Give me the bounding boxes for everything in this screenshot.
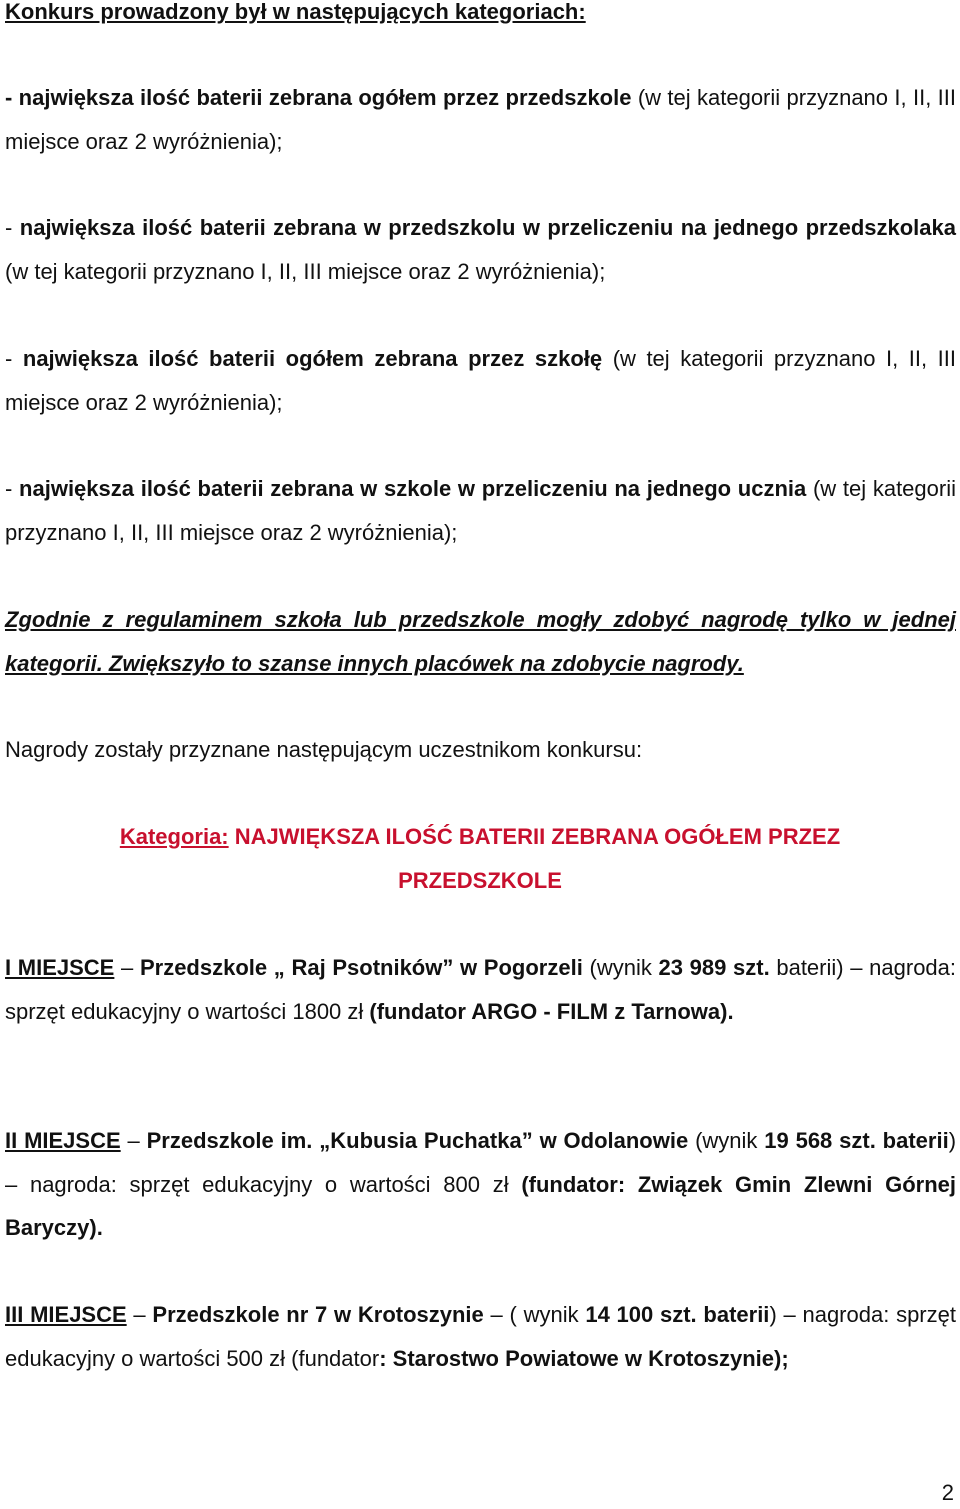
category-bold: największa ilość baterii zebrana w przedszkolu w przeliczeniu na jednego przedszkolaka <box>19 215 956 240</box>
category-text: (w tej kategorii przyznano I, II, III miejsce oraz 2 wyróżnienia); <box>5 476 956 545</box>
page-number: 2 <box>941 1480 954 1505</box>
category-text: (w tej kategorii przyznano I, II, III miejsce oraz 2 wyróżnienia); <box>5 85 956 154</box>
result-value: 14 100 szt. baterii <box>585 1302 770 1327</box>
rule-note: Zgodnie z regulaminem szkoła lub przedszkole mogły zdobyć nagrodę tylko w jednej kategorii. Zwiększyło to szanse innych placówek na zdobycie nagrody. <box>5 607 956 676</box>
category-text: (w tej kategorii przyznano I, II, III miejsce oraz 2 wyróżnienia); <box>5 346 956 415</box>
sponsor: (fundator ARGO - FILM z Tarnowa). <box>369 998 734 1024</box>
place-label: II MIEJSCE <box>5 1128 121 1153</box>
result-value: 23 989 szt. <box>658 955 770 980</box>
place-label: I MIEJSCE <box>5 955 115 980</box>
winner-name: Przedszkole nr 7 w Krotoszynie <box>152 1302 484 1327</box>
winner-name: Przedszkole „ Raj Psotników” w Pogorzeli <box>139 955 583 980</box>
award-second-place: II MIEJSCE – Przedszkole im. „Kubusia Puchatka” w Odolanowie (wynik 19 568 szt. baterii) – nagroda: sprzęt edukacyjny o wartości 800 zł (fundator: Związek Gmin Zlewni Górnej Baryczy). <box>5 1128 957 1240</box>
category-text: (w tej kategorii przyznano I, II, III miejsce oraz 2 wyróżnienia); <box>5 258 606 284</box>
winner-name: Przedszkole im. „Kubusia Puchatka” w Odolanowie <box>146 1128 689 1153</box>
award-first-place: I MIEJSCE – Przedszkole „ Raj Psotników” w Pogorzeli (wynik 23 989 szt. baterii) – nagroda: sprzęt edukacyjny o wartości 1800 zł (fundator ARGO - FILM z Tarnowa). <box>5 955 957 1024</box>
category-name: NAJWIĘKSZA ILOŚĆ BATERII ZEBRANA OGÓŁEM PRZEZ PRZEDSZKOLE <box>234 824 841 893</box>
category-item-2: - największa ilość baterii zebrana w przedszkolu w przeliczeniu na jednego przedszkolaka (w tej kategorii przyznano I, II, III miejsce oraz 2 wyróżnienia); <box>5 215 956 284</box>
section-heading: Konkurs prowadzony był w następujących kategoriach: <box>5 0 586 24</box>
sponsor: : Starostwo Powiatowe w Krotoszynie); <box>379 1345 789 1371</box>
category-item-4: - największa ilość baterii zebrana w szkole w przeliczeniu na jednego ucznia (w tej kategorii przyznano I, II, III miejsce oraz 2 wyróżnienia); <box>5 476 956 545</box>
place-label: III MIEJSCE <box>5 1302 127 1327</box>
category-item-3: - największa ilość baterii ogółem zebrana przez szkołę (w tej kategorii przyznano I, II, III miejsce oraz 2 wyróżnienia); <box>5 346 956 415</box>
sponsor: (fundator: Związek Gmin Zlewni Górnej Baryczy). <box>5 1171 956 1240</box>
category-title <box>0 815 960 902</box>
category-bold: największa ilość baterii zebrana w szkole w przeliczeniu na jednego ucznia <box>19 476 807 501</box>
awards-intro: Nagrody zostały przyznane następującym uczestnikom konkursu: <box>5 737 643 762</box>
category-item-1 <box>5 76 956 163</box>
category-bold: - największa ilość baterii zebrana ogółem przez przedszkole <box>5 85 632 110</box>
result-value: 19 568 szt. baterii <box>764 1128 949 1153</box>
category-label: Kategoria: <box>119 824 229 849</box>
award-third-place: III MIEJSCE – Przedszkole nr 7 w Krotoszynie – ( wynik 14 100 szt. baterii) – nagroda: sprzęt edukacyjny o wartości 500 zł (fundator: Starostwo Powiatowe w Krotoszynie); <box>5 1302 956 1371</box>
category-bold: największa ilość baterii ogółem zebrana przez szkołę <box>22 346 603 371</box>
